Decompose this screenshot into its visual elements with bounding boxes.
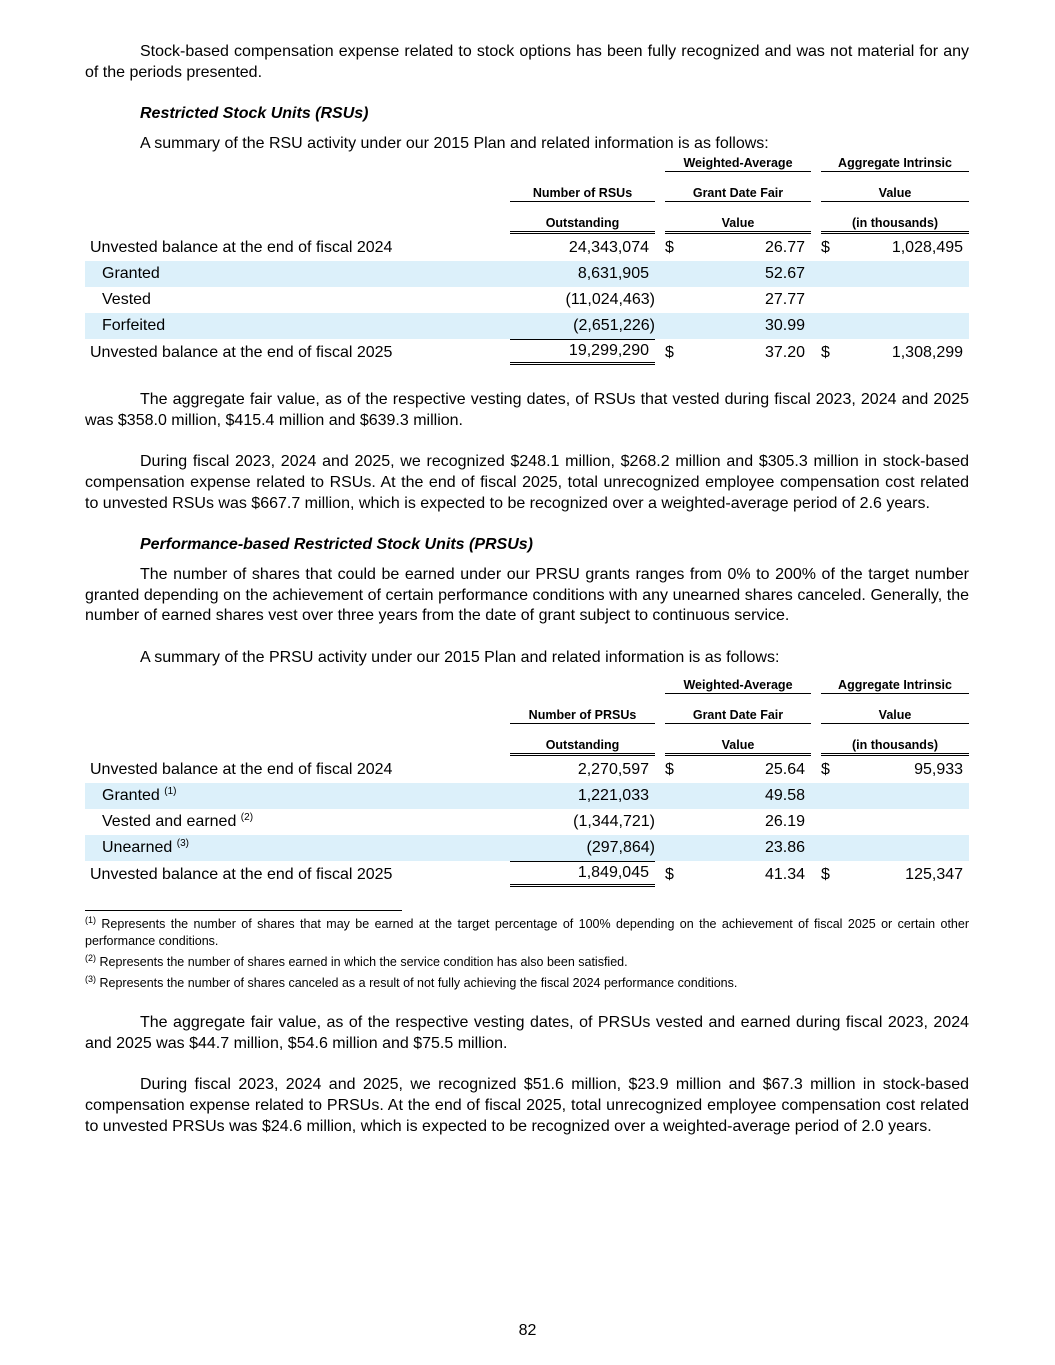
table-row: Forfeited (2,651,226) 30.99: [85, 313, 969, 340]
table-row: Unearned $^{(3)}$ (297,864) 23.86: [85, 835, 969, 862]
rsu-fair-value-paragraph: The aggregate fair value, as of the respective vesting dates, of RSUs that vested during fiscal 2023, 2024 and 2025 was $358.0 million, $415.4 million and $639.3 million.: [85, 390, 969, 429]
rsu-col-value-header: Weighted-Average Grant Date Fair Value: [665, 156, 811, 235]
prsu-intro-paragraph: The number of shares that could be earned under our PRSU grants ranges from 0% to 200% of the target number granted depending on the achievement of certain performance conditions with any unearned shares canceled. Generally, the number of earned shares vest over three years from the date of grant subject to continuous service.: [85, 566, 969, 625]
prsu-summary-intro: A summary of the PRSU activity under our 2015 Plan and related information is as follows:: [140, 649, 780, 667]
table-row: Granted 8,631,905 52.67: [85, 261, 969, 287]
page-number: 82: [518, 1322, 537, 1339]
prsu-table-header: [85, 678, 969, 757]
rsu-col-number-header: Number of RSUs Outstanding: [510, 156, 655, 235]
rsu-col-intrinsic-header: Aggregate Intrinsic Value (in thousands): [821, 156, 969, 235]
prsu-col-intrinsic-header: Aggregate Intrinsic Value (in thousands): [821, 678, 969, 757]
table-row: Vested and earned $^{(2)}$ (1,344,721) 26.19: [102, 811, 805, 830]
prsu-heading: Performance-based Restricted Stock Units (PRSUs): [140, 536, 533, 554]
prsu-col-number-header: Number of PRSUs Outstanding: [510, 678, 655, 757]
footnote-3: $^{(3)}$ Represents the number of shares canceled as a result of not fully achieving the fiscal 2024 performance conditions.: [85, 973, 738, 990]
table-row: Unvested balance at the end of fiscal 2024 24,343,074 $ 26.77 $ 1,028,495: [90, 238, 964, 256]
table-row: Granted $^{(1)}$ 1,221,033 49.58: [85, 783, 969, 809]
prsu-col-value-header: Weighted-Average Grant Date Fair Value: [665, 678, 811, 757]
prsu-activity-table: [85, 678, 969, 888]
document-page: [85, 0, 969, 1137]
rsu-heading: Restricted Stock Units (RSUs): [140, 105, 369, 123]
rsu-activity-table: [85, 156, 969, 366]
table-row: Vested (11,024,463) 27.77: [102, 290, 805, 308]
rsu-summary-intro: A summary of the RSU activity under our 2015 Plan and related information is as follows:: [140, 135, 769, 153]
table-row: Unvested balance at the end of fiscal 2025 19,299,290 $ 37.20 $ 1,308,299: [85, 339, 969, 366]
rsu-table-header: [85, 156, 969, 235]
table-row: Unvested balance at the end of fiscal 2024 2,270,597 $ 25.64 $ 95,933: [90, 760, 964, 778]
footnote-2: $^{(2)}$ Represents the number of shares earned in which the service condition has also been satisfied.: [85, 952, 628, 969]
prsu-fair-value-paragraph: The aggregate fair value, as of the respective vesting dates, of PRSUs vested and earned during fiscal 2023, 2024 and 2025 was $44.7 million, $54.6 million and $75.5 million.: [85, 1013, 969, 1052]
prsu-expense-paragraph: During fiscal 2023, 2024 and 2025, we recognized $51.6 million, $23.9 million and $67.3 million in stock-based compensation expense related to PRSUs. At the end of fiscal 2025, total unrecognized employee compensation cost related to unvested PRSUs was $24.6 million, which is expected to be recognized over a weighted-average period of 2.0 years.: [85, 1076, 969, 1135]
table-row: Unvested balance at the end of fiscal 2025 1,849,045 $ 41.34 $ 125,347: [85, 861, 969, 888]
rsu-expense-paragraph: During fiscal 2023, 2024 and 2025, we recognized $248.1 million, $268.2 million and $305.3 million in stock-based compensation expense related to RSUs. At the end of fiscal 2025, total unrecognized employee compensation cost related to unvested RSUs was $667.7 million, which is expected to be recognized over a weighted-average period of 2.6 years.: [85, 453, 969, 512]
footnote-1: $^{(1)}$ Represents the number of shares that may be earned at the target percentage of 100% depending on the achievement of fiscal 2025 or certain other performance conditions.: [85, 914, 969, 948]
footnote-divider: [85, 910, 402, 911]
stock-options-paragraph: Stock-based compensation expense related to stock options has been fully recognized and was not material for any of the periods presented.: [85, 43, 969, 81]
